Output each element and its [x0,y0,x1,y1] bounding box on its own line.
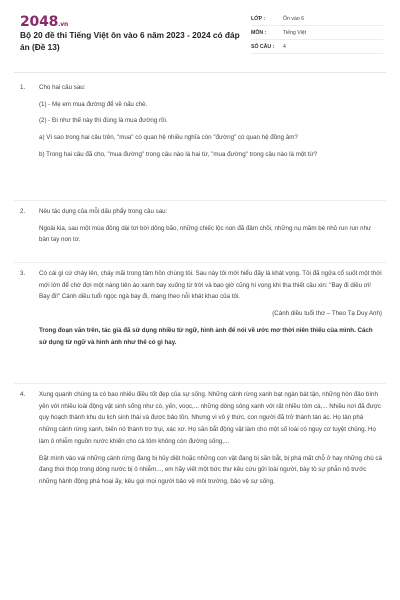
logo-tld: .vn [58,21,69,28]
question-prompt: Trong đoạn văn trên, tác giả đã sử dụng nhiều từ ngữ, hình ảnh để nói về ước mơ thời niên thiếu của mình. Cách sử dụng từ ngữ và hình ảnh như thế có gì hay. [39,326,373,346]
meta-key: MÔN : [251,29,267,36]
meta-value: Ôn vào 6 [283,15,305,22]
meta-key: LỚP : [251,15,266,22]
question-text: Cho hai câu sau: [39,84,86,91]
question-text: Đặt mình vào vai những cánh rừng đang bị hủy diệt hoặc những con vật đang bị săn bắt, bị phá mất chỗ ở hay những chú cá đang thoi thóp trong dòng nước bị ô nhiễm..., em hãy viết một bức thư kêu cứu gửi loài người, bày tỏ sự phẫn nộ trước những hành động phá hoại ấy, kêu gọi mọi người bảo vệ môi trường, bảo vệ sự sống. [39,454,382,485]
question-text: b) Trong hai câu đã cho, "mua đường" trong câu nào là hai từ, "mua đường" trong câu nào là một từ? [39,150,318,158]
meta-row-class [251,14,383,26]
question-number: 3. [20,270,26,277]
document-meta [251,14,383,56]
question-text: (2) - Đi như thế này thì đúng là mua đường rồi. [39,117,168,125]
meta-key: SỐ CÂU : [251,43,275,50]
question-1 [20,82,382,161]
question-number: 4. [20,391,26,398]
passage-text: Có cái gì cứ cháy lên, cháy mãi trong tâm hồn chúng tôi. Sau này tôi mới hiểu đấy là khát vọng. Tôi đã ngửa cổ suốt một thời mới lớn để chờ đợi một nàng tiên áo xanh bay xuống từ trời và bao giờ cũng hi vọng khi tha thiết cầu xin: "Bay đi diều ơi! Bay đi!" Cánh diều tuổi ngọc ngà bay đi, mang theo nỗi khát khao của tôi. [39,270,382,301]
question-4 [20,389,382,488]
meta-row-subject [251,28,383,40]
meta-value: Tiếng Việt [283,29,307,36]
question-body [39,206,382,246]
question-text: (1) - Mẹ em mua đường để về nấu chè. [39,100,148,108]
question-body [39,268,382,348]
question-2 [20,206,382,246]
question-divider [14,383,386,384]
passage-text: Xung quanh chúng ta có bao nhiêu điều tốt đẹp của sự sống. Những cánh rừng xanh bạt ngàn bát tận, những hòn đảo bình yên với nhiều loài động vật sinh sống như cò, yến, voọc,... những dòng sông xanh với rất nhiều tôm cá,... Nhiều nơi đã được quy hoạch thành khu du lịch sinh thái và được bảo tồn. Nhưng vì vô ý thức, con người đã trở thành tàn ác. Họ tàn phá những cánh rừng xanh, biến nó thành trơ trụi, xác xơ. Họ săn bắt động vật làm cho một số loài có nguy cơ tuyệt chủng. Họ làm ô nhiễm nguồn nước khiến cho cá tôm không còn đường sống,... [39,391,382,445]
header-divider [14,72,386,73]
question-body [39,82,382,161]
question-number: 1. [20,84,26,91]
question-divider [14,200,386,201]
site-logo[interactable] [20,14,68,30]
document-header [0,0,400,64]
document-title: Bộ 20 đề thi Tiếng Việt ôn vào 6 năm 2023 - 2024 có đáp án (Đề 13) [20,30,240,52]
question-number: 2. [20,208,26,215]
question-3 [20,268,382,348]
question-text: Nêu tác dụng của mỗi dấu phẩy trong câu sau: [39,208,168,215]
question-body [39,389,382,488]
meta-value: 4 [283,43,286,50]
passage-source: (Cánh diều tuổi thơ – Theo Tạ Duy Anh) [272,310,382,318]
logo-brand: 2048 [20,14,59,30]
meta-row-count [251,42,383,54]
question-divider [14,262,386,263]
question-text: Ngoài kia, sau một mùa đông dài tơi bời dông bão, những chiếc lộc non đã đâm chồi, những nụ mầm bé nhỏ run run như bàn tay non tơ. [39,224,372,244]
question-text: a) Vì sao trong hai câu trên, "mua" có quan hệ nhiều nghĩa còn "đường" có quan hệ đồng âm? [39,134,298,142]
